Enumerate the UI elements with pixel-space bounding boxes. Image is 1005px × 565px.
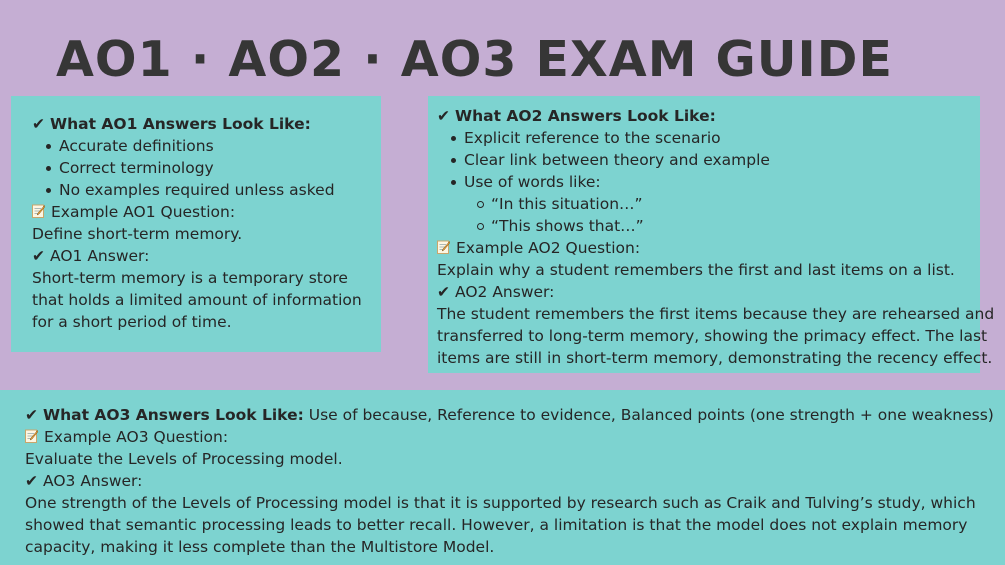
- ao2-answer-line: The student remembers the first items because they are rehearsed and: [437, 305, 995, 323]
- ao3-heading-text: What AO3 Answers Look Like:: [43, 406, 304, 424]
- memo-icon: [32, 204, 45, 218]
- ao1-question-label-row: [32, 201, 371, 223]
- ao2-heading-text: What AO2 Answers Look Like:: [455, 107, 716, 125]
- ao1-answer-label-row: [32, 245, 371, 267]
- ao1-bullet-list: [32, 135, 371, 201]
- ao2-answer-label-row: [437, 281, 972, 303]
- list-item: “This shows that…”: [437, 215, 972, 237]
- ao3-answer-label-row: [25, 470, 985, 492]
- check-mark-icon: ✔: [32, 247, 45, 265]
- ao2-heading: [437, 105, 972, 127]
- list-item: Explicit reference to the scenario: [437, 127, 972, 149]
- ao2-answer-label: AO2 Answer:: [455, 283, 555, 301]
- list-item: Correct terminology: [32, 157, 371, 179]
- list-item: Use of words like:: [437, 171, 972, 193]
- ao3-heading-rest: Use of because, Reference to evidence, Balanced points (one strength + one weakness): [308, 406, 994, 424]
- ao1-card: [11, 96, 381, 352]
- check-mark-icon: ✔: [437, 283, 450, 301]
- ao1-heading-text: What AO1 Answers Look Like:: [50, 115, 311, 133]
- ao3-answer-label: AO3 Answer:: [43, 472, 143, 490]
- ao1-answer-label: AO1 Answer:: [50, 247, 150, 265]
- list-item: Accurate definitions: [32, 135, 371, 157]
- ao2-answer-line: transferred to long-term memory, showing the primacy effect. The last: [437, 327, 988, 345]
- memo-icon: [437, 240, 450, 254]
- ao1-question-label: Example AO1 Question:: [51, 203, 236, 221]
- ao1-question: Define short-term memory.: [32, 225, 243, 243]
- ao1-heading: [32, 113, 371, 135]
- list-item: No examples required unless asked: [32, 179, 371, 201]
- page-title: AO1 · AO2 · AO3 EXAM GUIDE: [56, 31, 893, 88]
- list-item: Clear link between theory and example: [437, 149, 972, 171]
- ao3-card: [0, 390, 1005, 565]
- ao2-question-label: Example AO2 Question:: [456, 239, 641, 257]
- ao3-question-label-row: [25, 426, 985, 448]
- check-mark-icon: ✔: [32, 115, 45, 133]
- ao2-sub-bullet-list: [437, 193, 972, 237]
- list-item: “In this situation…”: [437, 193, 972, 215]
- ao2-bullet-list: [437, 127, 972, 193]
- ao3-answer-line: One strength of the Levels of Processing model is that it is supported by research such as Craik and Tulving’s study, which: [25, 494, 976, 512]
- ao2-question: Explain why a student remembers the first and last items on a list.: [437, 261, 955, 279]
- ao3-question: Evaluate the Levels of Processing model.: [25, 450, 343, 468]
- ao2-answer-line: items are still in short-term memory, demonstrating the recency effect.: [437, 349, 993, 367]
- check-mark-icon: ✔: [25, 406, 38, 424]
- ao3-answer-line: showed that semantic processing leads to better recall. However, a limitation is that the model does not explain memory: [25, 516, 968, 534]
- ao3-heading: [25, 404, 994, 426]
- check-mark-icon: ✔: [25, 472, 38, 490]
- memo-icon: [25, 429, 38, 443]
- ao3-answer-line: capacity, making it less complete than the Multistore Model.: [25, 538, 495, 556]
- ao2-question-label-row: [437, 237, 972, 259]
- ao2-card: [428, 96, 995, 373]
- ao3-question-label: Example AO3 Question:: [44, 428, 229, 446]
- check-mark-icon: ✔: [437, 107, 450, 125]
- ao1-answer: Short-term memory is a temporary store that holds a limited amount of information for a short period of time.: [32, 269, 362, 331]
